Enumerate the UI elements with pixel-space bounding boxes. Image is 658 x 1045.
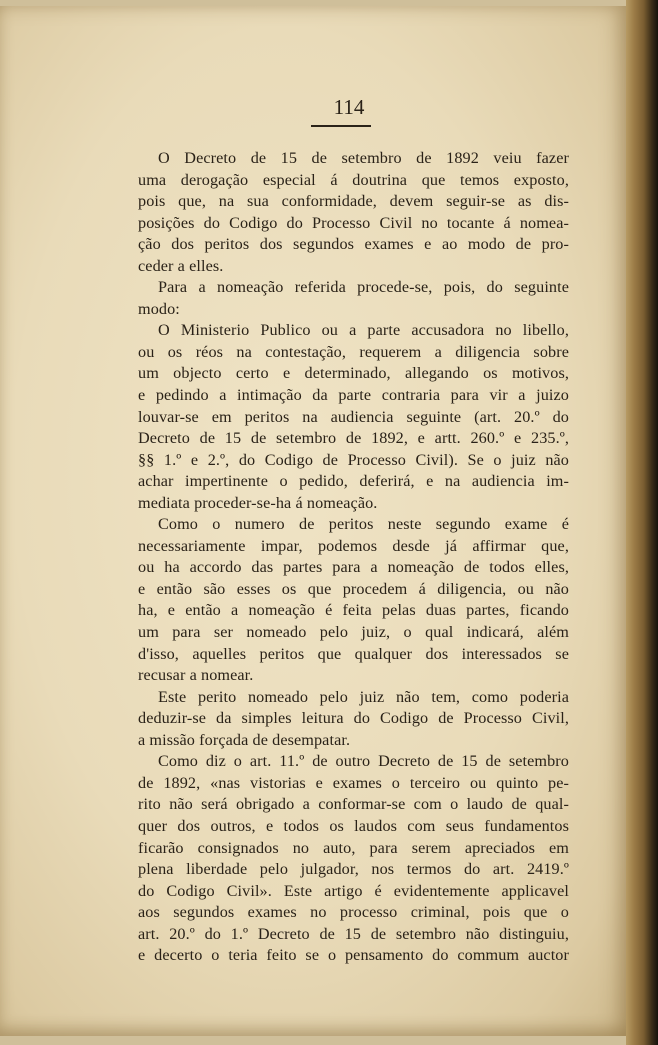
text-line: e decerto o teria feito se o pensamento do commum auctor: [138, 946, 569, 965]
text-line: Decreto de 15 de setembro de 1892, e artt. 260.º e 235.º,: [138, 429, 569, 448]
text-line: Como diz o art. 11.º de outro Decreto de 15 de setembro: [158, 752, 569, 771]
text-line: louvar-se em peritos na audiencia seguinte (art. 20.º do: [138, 407, 569, 426]
text-line: ceder a elles.: [138, 256, 224, 275]
page-sheet: [0, 6, 628, 1036]
text-line: de 1892, «nas vistorias e exames o terceiro ou quinto pe-: [138, 773, 569, 792]
text-line: rito não será obrigado a conformar-se com o laudo de qual-: [138, 795, 569, 814]
body-text: [138, 148, 569, 967]
text-line: e pedindo a intimação da parte contraria para vir a juizo: [138, 386, 569, 405]
text-line: e então são esses os que procedem á diligencia, ou não: [138, 579, 569, 598]
text-line: ção dos peritos dos segundos exames e ao modo de pro-: [138, 235, 569, 254]
text-line: O Decreto de 15 de setembro de 1892 veiu fazer: [158, 149, 569, 167]
text-line: mediata proceder-se-ha á nomeação.: [138, 493, 378, 512]
text-line: aos segundos exames no processo criminal, pois que o: [138, 903, 569, 922]
text-line: um para ser nomeado pelo juiz, o qual indicará, além: [138, 623, 569, 642]
book-edge: [626, 0, 658, 1045]
text-line: uma derogação especial á doutrina que temos exposto,: [138, 170, 569, 189]
page-number: 114: [333, 95, 365, 119]
text-line: necessariamente impar, podemos desde já affirmar que,: [138, 536, 569, 555]
text-line: plena liberdade pelo julgador, nos termos do art. 2419.º: [138, 860, 569, 879]
text-line: pois que, na sua conformidade, devem seguir-se as dis-: [138, 192, 569, 211]
text-line: posições do Codigo do Processo Civil no tocante á nomea-: [138, 213, 569, 232]
page-number-rule: [311, 125, 371, 127]
text-line: ou ha accordo das partes para a nomeação de todos elles,: [138, 558, 569, 577]
text-line: §§ 1.º e 2.º, do Codigo de Processo Civil). Se o juiz não: [138, 450, 569, 469]
text-line: art. 20.º do 1.º Decreto de 15 de setembro não distinguiu,: [138, 924, 569, 943]
text-line: Para a nomeação referida procede-se, pois, do seguinte: [158, 278, 569, 297]
text-line: O Ministerio Publico ou a parte accusadora no libello,: [158, 321, 569, 340]
text-line: um objecto certo e determinado, allegando os motivos,: [138, 364, 569, 383]
text-line: Este perito nomeado pelo juiz não tem, como poderia: [158, 687, 569, 706]
text-line: do Codigo Civil». Este artigo é evidentemente applicavel: [138, 881, 569, 900]
text-line: modo:: [138, 299, 180, 318]
text-line: deduzir-se da simples leitura do Codigo de Processo Civil,: [138, 709, 569, 728]
text-line: quer dos outros, e todos os laudos com seus fundamentos: [138, 816, 569, 835]
text-line: ha, e então a nomeação é feita pelas duas partes, ficando: [138, 601, 569, 620]
text-line: achar impertinente o pedido, deferirá, e na audiencia im-: [138, 472, 569, 491]
text-line: a missão forçada de desempatar.: [138, 730, 351, 749]
text-line: d'isso, aquelles peritos que qualquer dos interessados se: [138, 644, 569, 663]
text-line: Como o numero de peritos neste segundo exame é: [158, 515, 569, 534]
text-line: ficarão consignados no auto, para serem apreciados em: [138, 838, 569, 857]
text-line: ou os réos na contestação, requerem a diligencia sobre: [138, 342, 569, 361]
text-line: recusar a nomear.: [138, 666, 254, 685]
